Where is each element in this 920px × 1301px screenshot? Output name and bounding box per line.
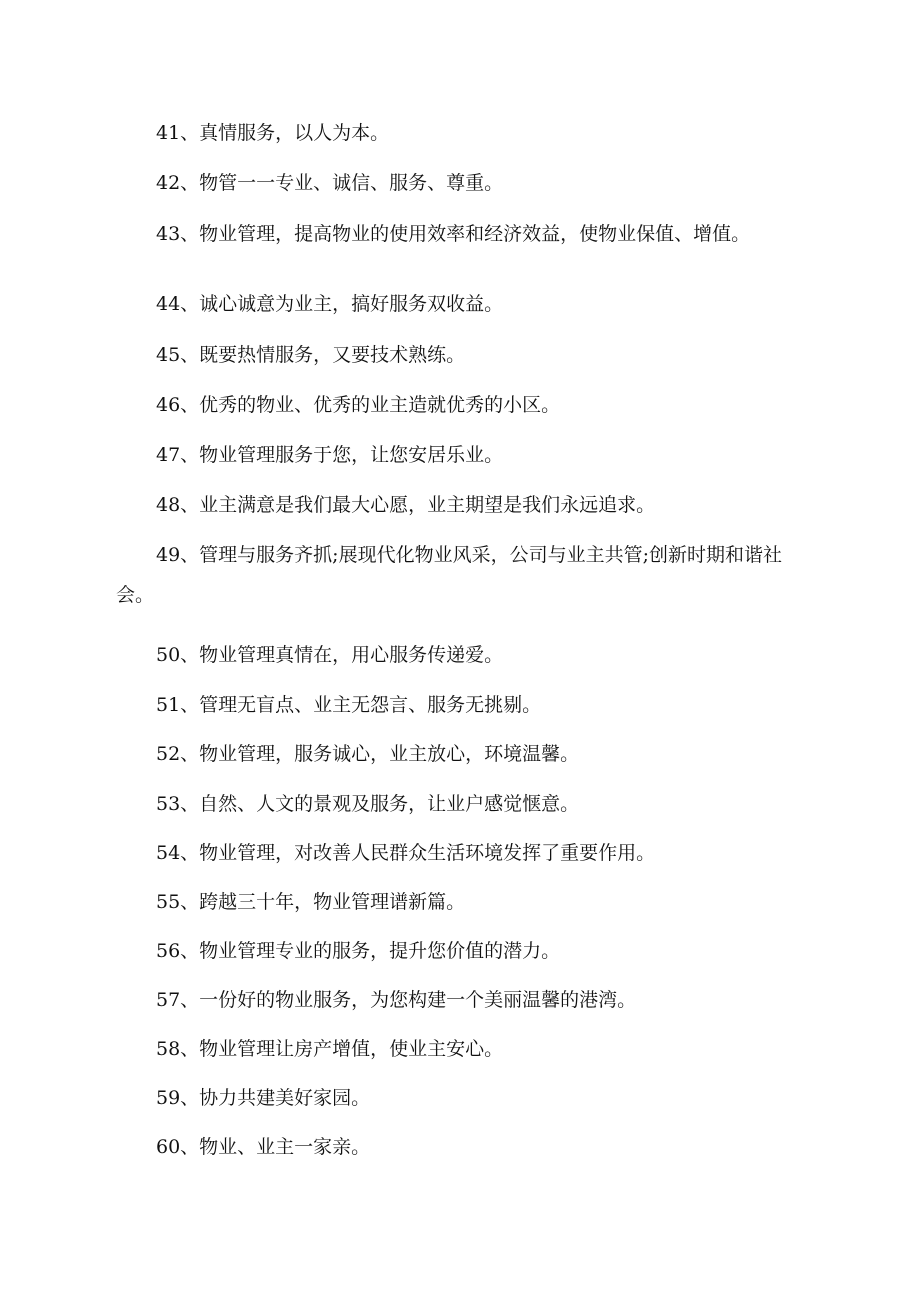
paragraph-42: 42、物管一一专业、诚信、服务、尊重。: [156, 172, 504, 194]
paragraph-52: 52、物业管理，服务诚心，业主放心，环境温馨。: [156, 743, 580, 765]
paragraph-49: 49、管理与服务齐抓;展现代化物业风采，公司与业主共管;创新时期和谐社会。: [116, 544, 782, 606]
paragraph-46: 46、优秀的物业、优秀的业主造就优秀的小区。: [156, 394, 561, 416]
paragraph-41: 41、真情服务，以人为本。: [156, 122, 390, 144]
paragraph-54: 54、物业管理，对改善人民群众生活环境发挥了重要作用。: [156, 842, 656, 864]
paragraph-48: 48、业主满意是我们最大心愿，业主期望是我们永远追求。: [156, 494, 656, 516]
paragraph-57: 57、一份好的物业服务，为您构建一个美丽温馨的港湾。: [156, 989, 637, 1011]
paragraph-44: 44、诚心诚意为业主，搞好服务双收益。: [156, 293, 504, 315]
paragraph-50: 50、物业管理真情在，用心服务传递爱。: [156, 644, 504, 666]
paragraph-58: 58、物业管理让房产增值，使业主安心。: [156, 1038, 504, 1060]
paragraph-53: 53、自然、人文的景观及服务，让业户感觉惬意。: [156, 793, 580, 815]
paragraph-60: 60、物业、业主一家亲。: [156, 1136, 371, 1158]
paragraph-43: 43、物业管理，提高物业的使用效率和经济效益，使物业保值、增值。: [156, 223, 751, 245]
paragraph-51: 51、管理无盲点、业主无怨言、服务无挑剔。: [156, 694, 542, 716]
paragraph-45: 45、既要热情服务，又要技术熟练。: [156, 344, 466, 366]
paragraph-59: 59、协力共建美好家园。: [156, 1087, 371, 1109]
paragraph-47: 47、物业管理服务于您，让您安居乐业。: [156, 444, 504, 466]
paragraph-56: 56、物业管理专业的服务，提升您价值的潜力。: [156, 940, 561, 962]
paragraph-55: 55、跨越三十年，物业管理谱新篇。: [156, 891, 466, 913]
